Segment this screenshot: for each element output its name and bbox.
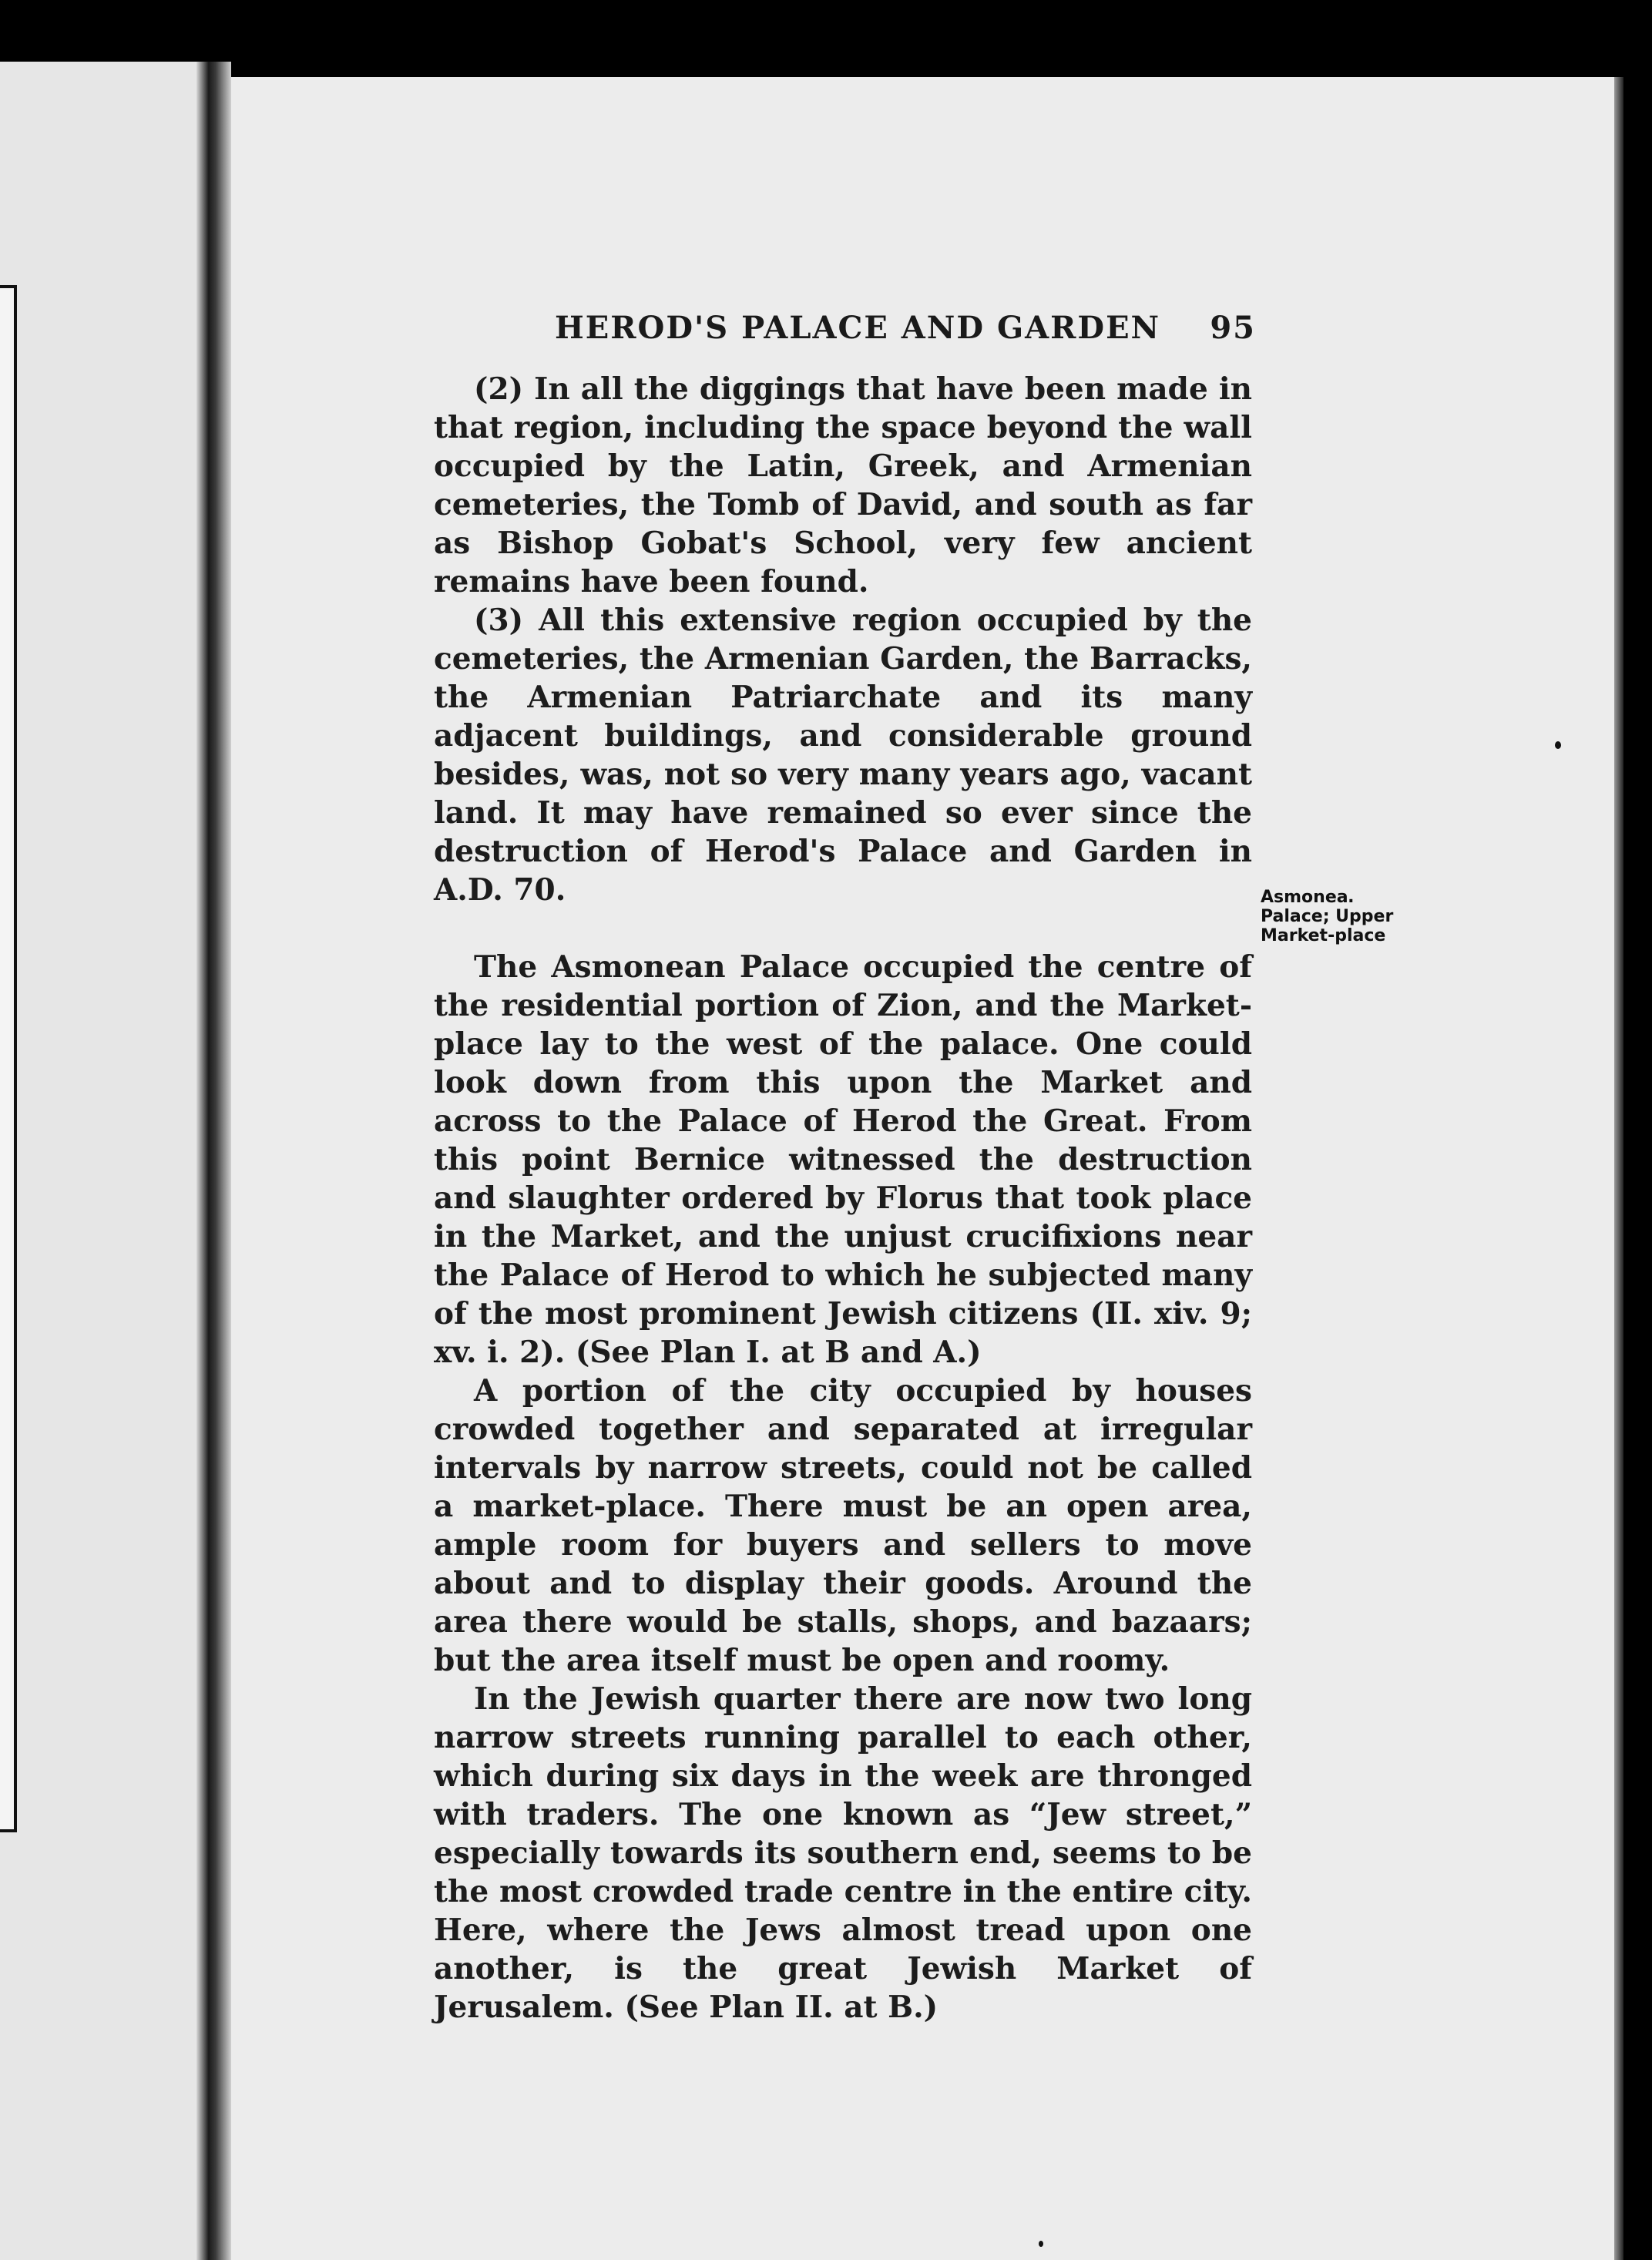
facing-page-border [0,285,17,1832]
page-number: 95 [1210,310,1256,346]
paragraph: A portion of the city occupied by houses crowded together and separated at irregular intervals by narrow streets, could not be called a market-place. There must be an open area, ample room for buyers and sellers to move about and to display their goods. Around the area there would be stalls, shops, and bazaars; but the area itself must be open and roomy. [434,1373,1252,1678]
running-head-title: HEROD'S PALACE AND GARDEN [555,310,1161,346]
scan-speck [1555,741,1561,749]
book-gutter [196,62,231,2260]
margin-note-line: Palace; Upper [1261,907,1394,926]
page-edge [1614,77,1623,2260]
scan-speck [1039,2241,1043,2247]
margin-note-line: Asmonea․ [1261,888,1354,907]
margin-note [1261,888,1415,945]
running-head [555,310,1256,356]
facing-page [0,62,208,2260]
paragraph: The Asmonean Palace occupied the centre of the residential portion of Zion, and the Market-place lay to the west of the palace. One could look down from this upon the Market and across to the Palace of Herod the Great. From this point Bernice witnessed the destruction and slaughter ordered by Florus that took place in the Market, and the unjust crucifixions near the Palace of Herod to which he subjected many of the most prominent Jewish citizens (II. xiv. 9; xv. i. 2). (See Plan I. at B and A.) [434,949,1252,1370]
paragraph: (2) In all the diggings that have been made in that region, including the space beyond the wall occupied by the Latin, Greek, and Armenian cemeteries, the Tomb of David, and south as far as Bishop Gobat's School, very few ancient remains have been found. [434,371,1252,599]
body-text [434,370,1252,2027]
paragraph: (3) All this extensive region occupied by the cemeteries, the Armenian Garden, the Barracks, the Armenian Patriarchate and its many adjacent buildings, and considerable ground besides, was, not so very many years ago, vacant land. It may have remained so ever since the destruction of Herod's Palace and Garden in A.D. 70. [434,603,1252,908]
paragraph: In the Jewish quarter there are now two long narrow streets running parallel to each other, which during six days in the week are thronged with traders. The one known as “Jew street,” especially towards its southern end, seems to be the most crowded trade centre in the entire city. Here, where the Jews almost tread upon one another, is the great Jewish Market of Jerusalem. (See Plan II. at B.) [434,1681,1252,2025]
margin-note-line: Market-place [1261,926,1386,945]
